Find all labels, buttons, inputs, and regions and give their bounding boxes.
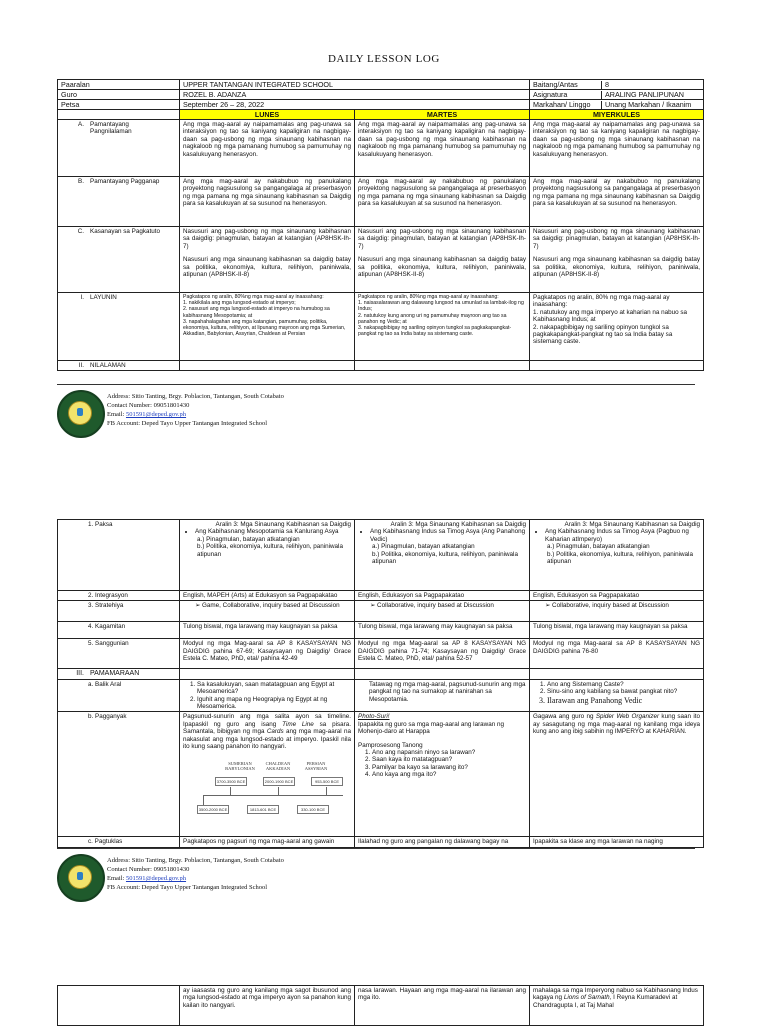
pagtuklas-martes: Ilalahad ng guro ang pangalan ng dalawang bagay na — [355, 837, 530, 847]
timeline-card: 953-500 BCE — [311, 777, 343, 786]
sanggunian-miyerkules: Modyul ng mga Mag-aaral sa AP 8 KASAYSAYAN NG DAIGDIG pahina 76-80 — [530, 639, 704, 669]
arrow-bullet-icon: ➢ — [545, 602, 551, 610]
pangnilalaman-lunes: Ang mga mag-aaral ay naipamamalas ang pag-unawa sa interaksiyon ng tao sa kaniyang kapaligiran na nagbigay-daan sa pag-usbong ng mga sinaunang kabihasnan na nagkaloob ng mga pamanang humubog sa pamumuhay ng kasalukuyang henerasyon. — [180, 120, 355, 177]
value-petsa: September 26 – 28, 2022 — [180, 100, 530, 110]
arrow-bullet-icon: ➢ — [195, 602, 201, 610]
lesson-log-table-page2 — [57, 519, 704, 848]
pagganap-miyerkules: Ang mga mag-aaral ay nakabubuo ng panukalang proyektong nagsusulong sa pangangalaga at preserbasyon ng mga pamana ng mga sinaunang kabihasnan sa Daigdig para sa kasalukuyan at sa susunod na henerasyon. — [530, 177, 704, 227]
value-paaralan: UPPER TANTANGAN INTEGRATED SCHOOL — [180, 80, 530, 90]
row-label-pagtuklas: c. Pagtuklas — [58, 837, 180, 847]
timeline-card: 330-100 BCE — [297, 805, 329, 814]
footer-email-label: Email: — [107, 875, 125, 882]
footer-fb: FB Account: Deped Tayo Upper Tantangan Integrated School — [107, 884, 268, 891]
lesson-log-table-page1 — [57, 79, 704, 371]
letterhead-footer-2 — [57, 852, 697, 904]
footer-email-label: Email: — [107, 411, 125, 418]
paksa-martes: Aralin 3: Mga Sinaunang Kabihasnan sa Daigdig • Ang Kabihasnang Indus sa Timog Asya (Ang Panahong Vedic) a.) Pinagmulan, batayan atkatangian b.) Politika, ekonomiya, kultura, relihiyon, paniniwala atipunan — [355, 520, 530, 591]
balik-aral-martes: Tatawag ng mga mag-aaral, pagsunud-sunurin ang mga pangkat ng tao na sumakop at nanirahan sa Mesopotamia. — [355, 679, 530, 712]
integrasyon-lunes: English, MAPEH (Arts) at Edukasyon sa Pagpapakatao — [180, 591, 355, 601]
row-label-integrasyon: 2. Integrasyon — [58, 591, 180, 601]
footer-address: Address: Sitio Tanting, Brgy. Poblacion, Tantangan, South Cotabato — [107, 393, 284, 400]
day-header-lunes: LUNES — [180, 110, 355, 120]
timeline-card: 3500-2000 BCE — [198, 807, 228, 813]
label-paaralan: Paaralan — [58, 80, 180, 90]
value-markahan: Unang Markahan / Ikaanim — [605, 99, 692, 109]
footer-contact: Contact Number: 09051801430 — [107, 866, 190, 873]
row-label-nilalaman: II. NILALAMAN — [58, 361, 180, 371]
footer-contact: Contact Number: 09051801430 — [107, 402, 190, 409]
footer-fb: FB Account: Deped Tayo Upper Tantangan Integrated School — [107, 420, 268, 427]
row-label-kagamitan: 4. Kagamitan — [58, 622, 180, 639]
pagtuklas-miyerkules: Ipapakita sa klase ang mga larawan na naging — [530, 837, 704, 847]
balik-aral-lunes: 1. Sa kasalukuyan, saan matatagpuan ang Egypt at Mesoamerica? 2. Iguhit ang mapa ng Heograpiya ng Egypt at ng Mesoamerica. — [180, 679, 355, 712]
kagamitan-lunes: Tulong biswal, mga larawang may kaugnayan sa paksa — [180, 622, 355, 639]
school-seal-icon — [57, 390, 105, 438]
sanggunian-martes: Modyul ng mga Mag-aaral sa AP 8 KASAYSAYAN NG DAIGDIG pahina 71-74; Kasaysayan ng Daigdig/ Grace Estela C. Mateo, PhD, etal/ pahina 52-57 — [355, 639, 530, 669]
row-label-layunin: I. LAYUNIN — [58, 293, 180, 361]
timeline-card: 1813-601 BCE — [247, 805, 279, 814]
day-header-miyerkules: MIYERKULES — [530, 110, 704, 120]
row-label-pamamaraan: III. PAMAMARAAN — [58, 669, 180, 679]
row-label-pamantayang-pangnilalaman: A. Pamantayang Pangnilalaman — [58, 120, 180, 177]
footer-email-link[interactable]: 501591@deped.gov.ph — [125, 411, 187, 418]
day-header-martes: MARTES — [355, 110, 530, 120]
row-label-balik-aral: a. Balik Aral — [58, 679, 180, 712]
label-petsa: Petsa — [58, 100, 180, 110]
label-asignatura: Asignatura — [530, 91, 602, 99]
document-title: DAILY LESSON LOG — [328, 53, 440, 65]
balik-aral-miyerkules: 1. Ano ang Sistemang Caste? 2. Sinu-sino ang kabilang sa bawat pangkat nito? 3. Ilarawan ang Panahong Vedic — [530, 679, 704, 712]
continuation-lunes: ay iaasasta ng guro ang kanilang mga sagot ibusunod ang mga lungsod-estado at mga imperyo ayon sa panahon kung kailan ito nangyari. — [180, 986, 355, 1026]
continuation-martes: nasa larawan. Hayaan ang mga mag-aaral na ilarawan ang mga ito. — [355, 986, 530, 1026]
letterhead-footer-1 — [57, 388, 697, 440]
pagganyak-lunes: Pagsunud-sunurin ang mga salita ayon sa timeline. Ipapaskil ng guro ang isang Time Line sa pisara. Samantala, bibigyan ng mga Cards ang mga mag-aaral na nakasulat ang mga lungsod-estado at imperyo. Ipaskil nila ito kung saang panahon ito nangyari. SUMERIAN BABYLONIAN CHALDEAN AKKADIAN PERSIAN ASSYRIAN 3700-3500 BCE 2000-1900 BCE 953-500 BCE 3500-2000 BCE 1813-601 BCE 330-100 BCE — [180, 712, 355, 837]
pagganap-lunes: Ang mga mag-aaral ay nakabubuo ng panukalang proyektong nagsusulong sa pangangalaga at preserbasyon ng mga pamana ng mga sinaunang kabihasnan sa Daigdig para sa kasalukuyan at sa susunod na henerasyon. — [180, 177, 355, 227]
value-asignatura: ARALING PANLIPUNAN — [605, 89, 684, 99]
label-baitang: Baitang/Antas — [530, 81, 602, 89]
row-label-kasanayan: C. Kasanayan sa Pagkatuto — [58, 227, 180, 293]
lesson-log-table-page3 — [57, 985, 704, 1026]
layunin-martes: Pagkatapos ng aralin, 80%ng mga mag-aaral ay inaasahang: 1. naisasalarawan ang dalawang lungsod na umunlad sa lambak-ilog ng Indus; 2. natutukoy kung anong uri ng pamumuhay mayroon ang tao sa panahon ng Vedic; at 3. nakapagbibigay ng sariling opinyon tungkol sa pagkakapangkat-pangkat ng tao sa India batay sa sistemang caste. — [355, 293, 530, 361]
row-label-pamantayang-pagganap: B. Pamantayang Pagganap — [58, 177, 180, 227]
footer-email-link[interactable]: 501591@deped.gov.ph — [125, 875, 187, 882]
row-label-sanggunian: 5. Sanggunian — [58, 639, 180, 669]
continuation-miyerkules: mahalaga sa mga Imperyong nabuo sa Kabihasnang Indus kagaya ng Lions of Sarnath, I Reyna Kumaradevi at Chandragupta I, at Taj Mahal — [530, 986, 704, 1026]
school-seal-icon — [57, 854, 105, 902]
pagganyak-miyerkules: Gagawa ang guro ng Spider Web Organizer kung saan ito ay sasagutang ng mga mag-aaral ng kanilang mga ideya kung ano ang ibig sabihin ng IMPERYO at KAHARIAN. — [530, 712, 704, 837]
value-guro: ROZEL B. ADANZA — [180, 90, 530, 100]
paksa-lunes: Aralin 3: Mga Sinaunang Kabihasnan sa Daigdig • Ang Kabihasnang Mesopotamia sa Kanlurang Asya a.) Pinagmulan, batayan atkatangian b.) Politika, ekonomiya, kultura, relihiyon, paniniwala atipunan — [180, 520, 355, 591]
integrasyon-martes: English, Edukasyon sa Pagpapakatao — [355, 591, 530, 601]
kagamitan-martes: Tulong biswal, mga larawang may kaugnayan sa paksa — [355, 622, 530, 639]
sanggunian-lunes: Modyul ng mga Mag-aaral sa AP 8 KASAYSAYAN NG DAIGDIG pahina 67-69; Kasaysayan ng Daigdig/ Grace Estela C. Mateo, PhD, etal/ pahina 42-49 — [180, 639, 355, 669]
pagtuklas-lunes: Pagkatapos ng pagsuri ng mga mag-aaral ang gawain — [180, 837, 355, 847]
arrow-bullet-icon: ➢ — [370, 602, 376, 610]
layunin-miyerkules: Pagkatapos ng aralin, 80% ng mga mag-aaral ay inaasahang: 1. natutukoy ang mga imperyo at kaharian na nabuo sa Kabihasnang Indus; at 2. nakapagbibigay ng sariling opinyon tungkol sa pagkakapangkat-pangkat ng tao sa India batay sa sistemang caste. — [530, 293, 704, 361]
label-guro: Guro — [58, 90, 180, 100]
timeline-diagram: SUMERIAN BABYLONIAN CHALDEAN AKKADIAN PERSIAN ASSYRIAN 3700-3500 BCE 2000-1900 BCE 953-500 BCE 3500-2000 BCE 1813-601 BCE 330-100 BCE — [183, 753, 351, 835]
paksa-miyerkules: Aralin 3: Mga Sinaunang Kabihasnan sa Daigdig • Ang Kabihasnang Indus sa Timog Asya (Pagbuo ng Kaharian atImperyo) a.) Pinagmulan, batayan atkatangian b.) Politika, ekonomiya, kultura, relihiyon, paniniwala atipunan — [530, 520, 704, 591]
estratehiya-lunes: ➢ Game, Collaborative, inquiry based at Discussion — [180, 601, 355, 622]
pagganap-martes: Ang mga mag-aaral ay nakabubuo ng panukalang proyektong nagsusulong sa pangangalaga at preserbasyon ng mga pamana ng mga sinaunang kabihasnan sa Daigdig para sa kasalukuyan at sa susunod na henerasyon. — [355, 177, 530, 227]
value-baitang: 8 — [605, 79, 609, 89]
estratehiya-miyerkules: ➢ Collaborative, inquiry based at Discussion — [530, 601, 704, 622]
estratehiya-martes: ➢ Collaborative, inquiry based at Discussion — [355, 601, 530, 622]
layunin-lunes: Pagkatapos ng aralin, 80%ng mga mag-aaral ay inaasahang: 1. nakikilala ang mga lungsod-estado at imperyo; 2. nasusuri ang mga lungsod-estado at imperyo na humubog sa kabihasnang Mesopotamia; at 3. napahahalagahan ang mga katangian, pamumuhay, politika, ekonomiya, kultura, relihiyon, at lipunang mayroon ang mga Sumerian, Akkadian, Babylonian, Assyrian, Chaldean at Persian — [180, 293, 355, 361]
kasanayan-lunes: Nasusuri ang pag-usbong ng mga sinaunang kabihasnan sa daigdig: pinagmulan, batayan at katangian (AP8HSK-Ih-7) Nasusuri ang mga sinaunang kabihasnan sa daigdig batay sa politika, ekonomiya, kultura, relihiyon, paniniwala, atipunan (AP8HSK-II-8) — [180, 227, 355, 293]
footer-address: Address: Sitio Tanting, Brgy. Poblacion, Tantangan, South Cotabato — [107, 857, 284, 864]
row-label-pagganyak: b. Pagganyak — [58, 712, 180, 837]
pagganyak-martes: Photo-Suri! Ipapakita ng guro sa mga mag-aaral ang larawan ng Mohenjo-daro at Harappa Pamprosesong Tanong 1. Ano ang napansin ninyo sa larawan? 2. Saan kaya ito matatagpuan? 3. Pamilyar ba kayo sa larawang ito? 4. Ano kaya ang mga ito? — [355, 712, 530, 837]
kagamitan-miyerkules: Tulong biswal, mga larawang may kaugnayan sa paksa — [530, 622, 704, 639]
timeline-card: 2000-1900 BCE — [264, 779, 294, 785]
row-label-estratehiya: 3. Stratehiya — [58, 601, 180, 622]
row-label-paksa: 1. Paksa — [58, 520, 180, 591]
kasanayan-miyerkules: Nasusuri ang pag-usbong ng mga sinaunang kabihasnan sa daigdig: pinagmulan, batayan at katangian (AP8HSK-Ih-7) Nasusuri ang mga sinaunang kabihasnan sa daigdig batay sa politika, ekonomiya, kultura, relihiyon, paniniwala, atipunan (AP8HSK-II-8) — [530, 227, 704, 293]
pangnilalaman-miyerkules: Ang mga mag-aaral ay naipamamalas ang pag-unawa sa interaksiyon ng tao sa kaniyang kapaligiran na nagbigay-daan sa pag-usbong ng mga sinaunang kabihasnan na nagkaloob ng mga pamanang humubog sa pamumuhay ng kasalukuyang henerasyon. — [530, 120, 704, 177]
pangnilalaman-martes: Ang mga mag-aaral ay naipamamalas ang pag-unawa sa interaksiyon ng tao sa kaniyang kapaligiran na nagbigay-daan sa pag-usbong ng mga sinaunang kabihasnan na nagkaloob ng mga pamanang humubog sa pamumuhay ng kasalukuyang henerasyon. — [355, 120, 530, 177]
timeline-card: 3700-3500 BCE — [216, 779, 246, 785]
kasanayan-martes: Nasusuri ang pag-usbong ng mga sinaunang kabihasnan sa daigdig: pinagmulan, batayan at katangian (AP8HSK-Ih-7) Nasusuri ang mga sinaunang kabihasnan sa daigdig batay sa politika, ekonomiya, kultura, relihiyon, paniniwala, atipunan (AP8HSK-II-8) — [355, 227, 530, 293]
integrasyon-miyerkules: English, Edukasyon sa Pagpapakatao — [530, 591, 704, 601]
label-markahan: Markahan/ Linggo — [530, 101, 602, 109]
